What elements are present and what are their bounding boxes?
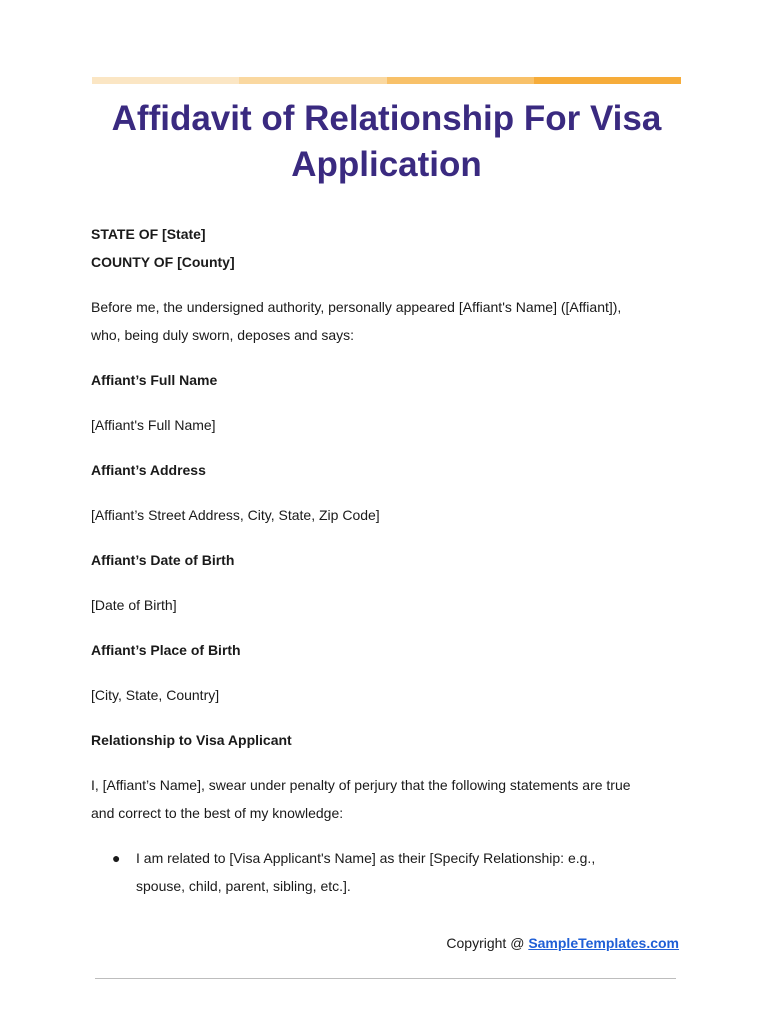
intro-line-2: who, being duly sworn, deposes and says: (91, 327, 355, 343)
footer-divider (95, 978, 676, 979)
intro-line-1: Before me, the undersigned authority, personally appeared [Affiant's Name] ([Affiant]), (91, 299, 622, 315)
document-title: Affidavit of Relationship For Visa Application (111, 99, 662, 184)
copyright-footer (446, 932, 679, 954)
top-bar-segment-2 (239, 77, 386, 84)
sampletemplates-link[interactable]: SampleTemplates.com (528, 935, 679, 951)
section-heading-place-of-birth: Affiant’s Place of Birth (91, 642, 241, 658)
relationship-bullet-list (91, 844, 681, 900)
top-bar-segment-3 (387, 77, 534, 84)
section-value-place-of-birth: [City, State, Country] (91, 687, 220, 703)
decorative-top-bar (92, 77, 681, 84)
section-value-address: [Affiant’s Street Address, City, State, Zip Code] (91, 507, 380, 523)
section-heading-address: Affiant’s Address (91, 462, 206, 478)
document-body (91, 220, 681, 900)
county-line: COUNTY OF [County] (91, 254, 235, 270)
relationship-heading: Relationship to Visa Applicant (91, 732, 292, 748)
section-value-full-name: [Affiant's Full Name] (91, 417, 216, 433)
bullet-icon: ● (112, 850, 121, 866)
state-line: STATE OF [State] (91, 226, 206, 242)
top-bar-segment-1 (92, 77, 239, 84)
section-heading-full-name: Affiant’s Full Name (91, 372, 218, 388)
statement-line-2: and correct to the best of my knowledge: (91, 805, 344, 821)
top-bar-segment-4 (534, 77, 681, 84)
list-item (91, 844, 681, 900)
bullet-line-1: I am related to [Visa Applicant's Name] as their [Specify Relationship: e.g., (136, 850, 596, 866)
section-value-date-of-birth: [Date of Birth] (91, 597, 177, 613)
copyright-prefix: Copyright @ (446, 935, 529, 951)
section-heading-date-of-birth: Affiant’s Date of Birth (91, 552, 235, 568)
bullet-line-2: spouse, child, parent, sibling, etc.]. (136, 878, 351, 894)
statement-line-1: I, [Affiant’s Name], swear under penalty of perjury that the following statements are true (91, 777, 631, 793)
